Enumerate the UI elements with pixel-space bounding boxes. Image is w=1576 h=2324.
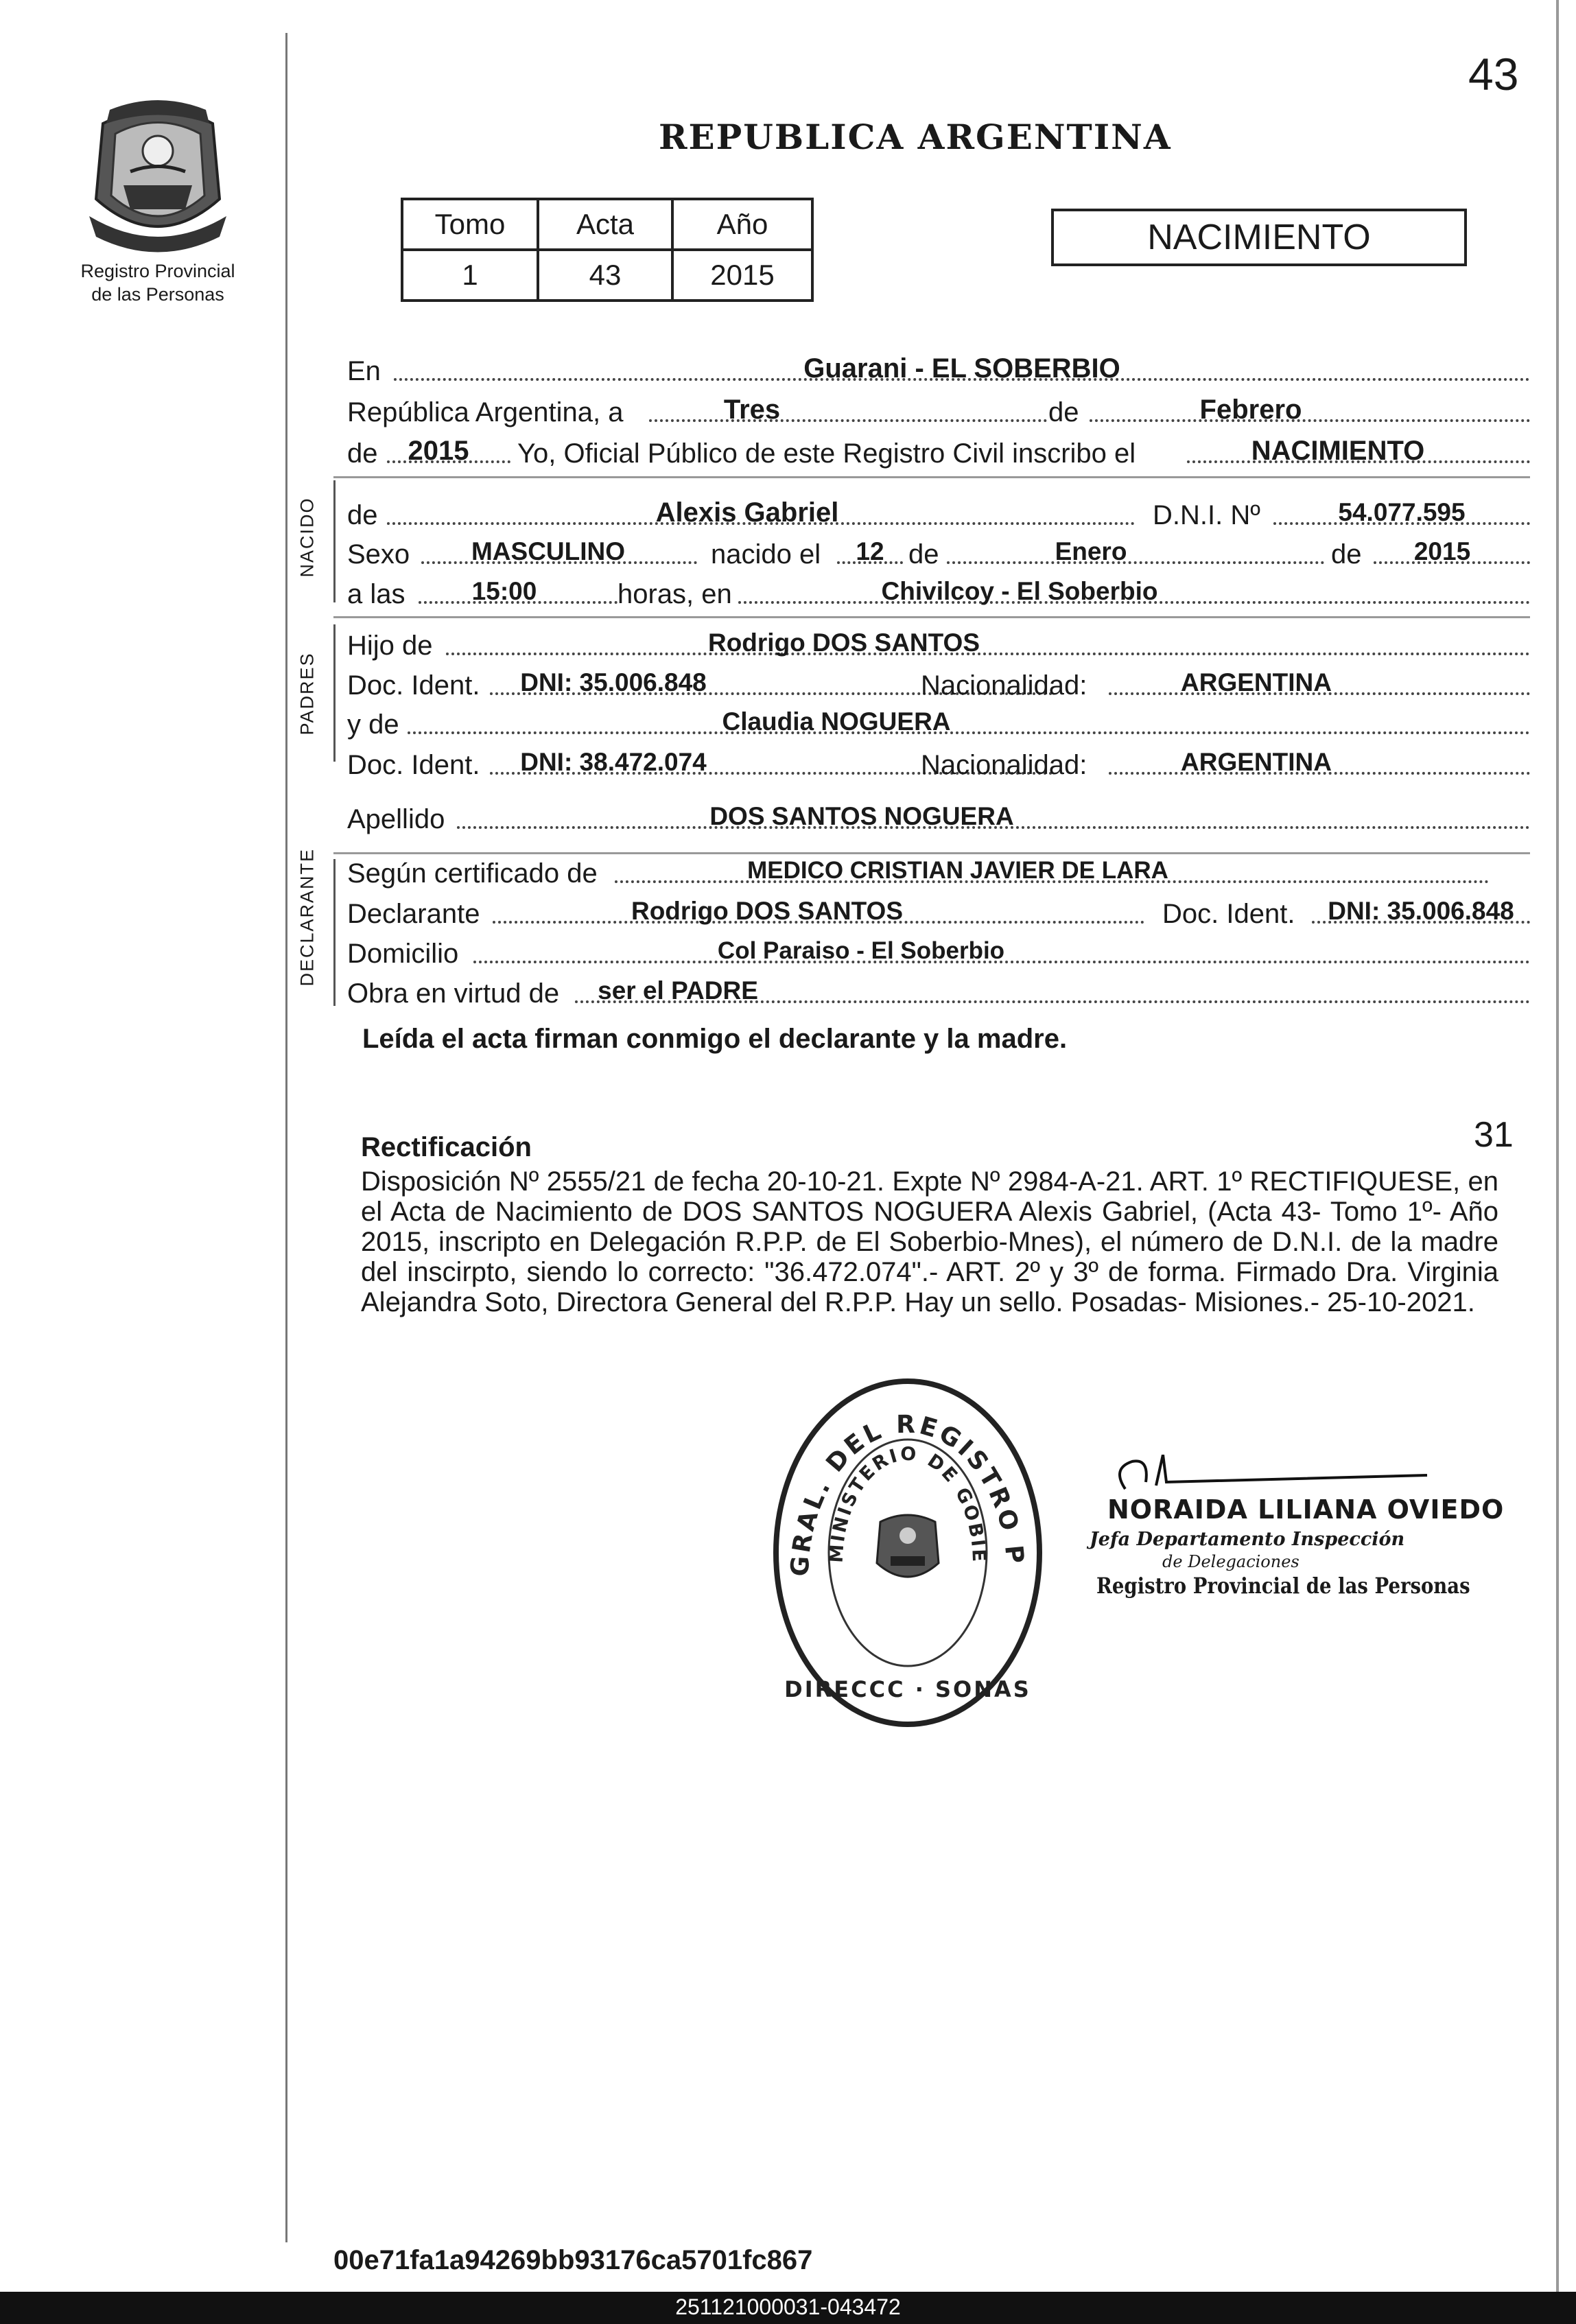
label-dni: D.N.I. Nº: [1153, 500, 1260, 530]
label-nacido-el: nacido el: [711, 539, 821, 570]
value-dni: 54.077.595: [1338, 498, 1466, 526]
label-a-las: a las: [347, 579, 405, 609]
label-oficial: Yo, Oficial Público de este Registro Civil inscribo el: [517, 438, 1136, 469]
value-madre: Claudia NOGUERA: [722, 707, 951, 736]
page-number: 43: [1468, 49, 1519, 99]
row-padre-doc: [347, 661, 1530, 701]
section-bar: [333, 859, 336, 1006]
svg-text:DIRECCC · SONAS: DIRECCC · SONAS: [784, 1676, 1031, 1702]
value-nombre: Alexis Gabriel: [655, 497, 839, 528]
label-doc-ident: Doc. Ident.: [1162, 899, 1295, 929]
table-value-anio: 2015: [672, 250, 812, 301]
label-de: de: [1048, 397, 1079, 427]
value-domicilio: Col Paraiso - El Soberbio: [717, 937, 1005, 964]
label-de: de: [908, 539, 939, 570]
signatory-institution: Registro Provincial de las Personas: [1096, 1573, 1470, 1599]
row-obra: [347, 969, 1530, 1009]
document-hash: 00e71fa1a94269bb93176ca5701fc867: [333, 2245, 813, 2275]
label-y-de: y de: [347, 709, 399, 740]
svg-text:GRAL. DEL REGISTRO PROVINCIAL: GRAL. DEL REGISTRO P: [786, 1410, 1029, 1577]
value-nac-dia: 12: [856, 537, 884, 565]
value-declarante: Rodrigo DOS SANTOS: [631, 897, 904, 925]
row-en: [347, 347, 1530, 386]
label-nacionalidad: Nacionalidad:: [921, 670, 1087, 701]
label-horas-en: horas, en: [618, 579, 732, 609]
signatory-department: de Delegaciones: [1162, 1552, 1299, 1571]
section-label-padres: PADRES: [296, 652, 318, 736]
label-nacionalidad: Nacionalidad:: [921, 750, 1087, 780]
label-obra: Obra en virtud de: [347, 978, 560, 1009]
value-apellido: DOS SANTOS NOGUERA: [709, 802, 1014, 830]
row-sexo: [347, 530, 1530, 570]
misiones-coat-of-arms-logo: [82, 96, 233, 257]
row-nombre: [347, 491, 1530, 530]
value-padre: Rodrigo DOS SANTOS: [707, 629, 980, 657]
value-lugar-inscripcion: Guarani - EL SOBERBIO: [803, 353, 1120, 384]
note-number: 31: [1474, 1115, 1514, 1155]
value-lugar-nacimiento: Chivilcoy - El Soberbio: [881, 577, 1158, 605]
signatory-name: NORAIDA LILIANA OVIEDO: [1107, 1494, 1505, 1525]
value-padre-doc: DNI: 35.006.848: [520, 668, 707, 696]
section-bar: [333, 480, 336, 602]
value-mes: Febrero: [1199, 395, 1302, 425]
value-nac-mes: Enero: [1055, 537, 1127, 565]
value-dia: Tres: [723, 395, 781, 425]
value-padre-nacionalidad: ARGENTINA: [1181, 668, 1332, 696]
row-fecha: [347, 388, 1530, 427]
row-apellido: [347, 795, 1530, 834]
table-value-tomo: 1: [402, 250, 538, 301]
row-madre: [347, 700, 1530, 740]
label-doc-ident: Doc. Ident.: [347, 750, 480, 780]
closing-statement: Leída el acta firman conmigo el declarante y la madre.: [362, 1024, 1068, 1054]
label-de: de: [347, 438, 378, 469]
label-doc-ident: Doc. Ident.: [347, 670, 480, 701]
document-title: REPUBLICA ARGENTINA: [659, 117, 1172, 157]
label-hijo-de: Hijo de: [347, 631, 433, 661]
logo-caption: Registro Provincial de las Personas: [80, 261, 235, 305]
section-label-declarante: DECLARANTE: [296, 847, 318, 987]
row-declarante: [347, 889, 1530, 929]
row-madre-doc: [347, 740, 1530, 780]
value-acto: NACIMIENTO: [1251, 436, 1425, 466]
value-obra: ser el PADRE: [598, 976, 758, 1005]
label-domicilio: Domicilio: [347, 939, 459, 969]
row-acto: [347, 429, 1530, 469]
value-anio: 2015: [408, 436, 469, 466]
table-header-acta: Acta: [538, 199, 672, 250]
section-label-nacido: NACIDO: [296, 497, 318, 578]
table-header-tomo: Tomo: [402, 199, 538, 250]
record-table: [401, 198, 814, 302]
official-seal-stamp: [767, 1371, 1048, 1735]
left-margin-line: [285, 33, 287, 2242]
label-de: de: [347, 500, 378, 530]
record-type-box: NACIMIENTO: [1051, 209, 1467, 266]
value-madre-nacionalidad: ARGENTINA: [1181, 748, 1332, 776]
value-sexo: MASCULINO: [471, 537, 626, 565]
section-bar: [333, 624, 336, 762]
section-divider: [333, 476, 1530, 478]
label-en: En: [347, 356, 381, 386]
value-certificado: MEDICO CRISTIAN JAVIER DE LARA: [747, 857, 1168, 884]
value-nac-anio: 2015: [1413, 537, 1471, 565]
value-madre-doc: DNI: 38.472.074: [520, 748, 707, 776]
value-hora: 15:00: [471, 577, 537, 605]
label-certificado: Según certificado de: [347, 858, 598, 889]
right-margin-line: [1556, 0, 1559, 2292]
label-sexo: Sexo: [347, 539, 410, 570]
label-de: de: [1331, 539, 1362, 570]
label-declarante: Declarante: [347, 899, 480, 929]
value-declarante-doc: DNI: 35.006.848: [1328, 897, 1514, 925]
note-body: Disposición Nº 2555/21 de fecha 20-10-21. Expte Nº 2984-A-21. ART. 1º RECTIFIQUESE, en el Acta de Nacimiento de DOS SANTOS NOGUERA Alexis Gabriel, (Acta 43- Tomo 1º- Año 2015, inscripto en Delegación R.P.P. de El Soberbio-Mnes), el número de D.N.I. de la madre del inscirpto, siendo lo correcto: "36.472.074".- ART. 2º y 3º de forma. Firmado Dra. Virginia Alejandra Soto, Directora General del R.P.P. Hay un sello. Posadas- Misiones.- 25-10-2021.: [361, 1166, 1498, 1317]
row-certificado: [347, 849, 1530, 889]
svg-text:MINISTERIO DE GOBIERNO: MINISTERIO DE GOBIE: [825, 1443, 990, 1564]
signatory-title: Jefa Departamento Inspección: [1090, 1529, 1405, 1550]
table-value-acta: 43: [538, 250, 672, 301]
row-hora: [347, 570, 1530, 609]
table-header-anio: Año: [672, 199, 812, 250]
section-divider: [333, 616, 1530, 618]
footer-code: 251121000031-043472: [675, 2294, 901, 2319]
note-title: Rectificación: [361, 1132, 532, 1162]
label-republica: República Argentina, a: [347, 397, 624, 427]
row-padre: [347, 621, 1530, 661]
label-apellido: Apellido: [347, 804, 445, 834]
row-domicilio: [347, 929, 1530, 969]
